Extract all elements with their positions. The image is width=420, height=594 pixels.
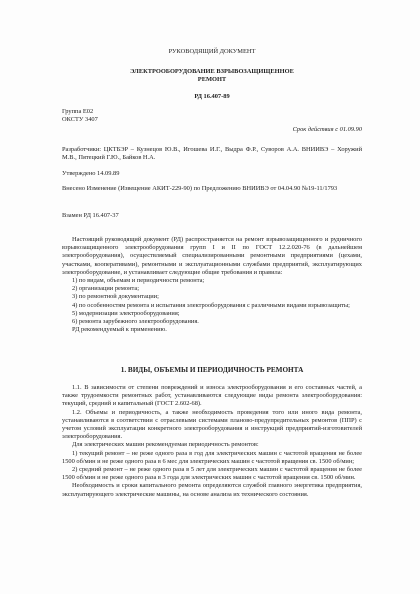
- validity-date: Срок действия с 01.09.90: [292, 126, 362, 133]
- intro-section: [62, 236, 362, 334]
- section-1-heading: 1. ВИДЫ, ОБЪЕМЫ И ПЕРИОДИЧНОСТЬ РЕМОНТА: [120, 366, 304, 374]
- machines-periodicity: Для электрических машин рекомендуемая периодичность ремонтов:: [72, 441, 259, 449]
- doc-title-line2: РЕМОНТ: [197, 76, 227, 83]
- intro-item-2: 2) организации ремонта;: [72, 285, 140, 293]
- approved-date: Утверждено 14.09.89: [62, 170, 120, 177]
- replaces-note: Взамен РД 16.407-37: [62, 212, 119, 219]
- section-1-body: [62, 384, 362, 499]
- okstu-label: ОКСТУ 3407: [62, 116, 98, 123]
- capital-repair: Необходимость и сроки капитального ремонта определяются службой главного энергетика предприятия, эксплуатирующего электрические машины, на основе анализа их технического состояния.: [62, 482, 362, 498]
- doc-title-line1: ЭЛЕКТРООБОРУДОВАНИЕ ВЗРЫВОЗАЩИЩЕННОЕ: [130, 68, 294, 75]
- intro-item-4: 4) по особенностям ремонта и испытания электрооборудования с различными видами взрывозащиты;: [72, 301, 350, 309]
- doc-code: РД 16.407-89: [194, 93, 230, 100]
- intro-item-5: 5) модернизации электрооборудования;: [72, 309, 180, 317]
- intro-item-6: 6) ремонта зарубежного электрооборудования.: [72, 318, 199, 326]
- intro-recommended: РД рекомендуемый к применению.: [72, 326, 167, 334]
- doc-type: РУКОВОДЯЩИЙ ДОКУМЕНТ: [168, 48, 256, 55]
- intro-item-1: 1) по видам, объемам и периодичности ремонта;: [72, 277, 205, 285]
- clause-1-2: 1.2. Объемы и периодичность, а также необходимость проведения того или иного вида ремонта, устанавливаются в соответствии с отраслевыми системами планово-предупредительных ремонтов (ППР) с учетом условий эксплуатации конкретного электрооборудования и инструкций предприятий-изготовителей электрооборудования.: [62, 408, 362, 441]
- current-repair: 1) текущий ремонт – не реже одного раза в год для электрических машин с частотой вращения не более 1500 об/мин и не реже одного раза в 6 мес для электрических машин с частотой вращения св. 1500 об/мин;: [62, 449, 362, 465]
- intro-paragraph: Настоящий руководящий документ (РД) распространяется на ремонт взрывозащищенного и рудничного взрывозащищенного электрооборудования групп I и II по ГОСТ 12.2.020-76 (в дальнейшем электрооборудования), осуществляемый специализированными ремонтными предприятиями (цехами, участками, кооперативами), ремонтными и эксплуатационными службами предприятий, эксплуатирующих электрооборудование, и устанавливает следующие общие требования и правила:: [62, 236, 362, 276]
- clause-1-1: 1.1. В зависимости от степени повреждений и износа электрооборудования и его составных частей, а также трудоемкости ремонтных работ, устанавливаются следующие виды ремонта электрооборудования: текущий, средний и капитальный (ГОСТ 2.602-68).: [62, 384, 362, 408]
- group-label: Группа Е02: [62, 108, 94, 115]
- developers: Разработчики: ЦКТБЭР – Кузнецов Ю.В., Игошева И.Г., Выдра Ф.Р., Суворов А.А. ВНИИВЭ – Хоружий М.В., Пятецкий Г.Ю., Байков Н.А.: [62, 146, 362, 162]
- medium-repair: 2) средний ремонт – не реже одного раза в 5 лет для электрических машин с частотой вращения не более 1500 об/мин и не реже одного раза в 3 года для электрических машин с частотой вращения св. 1500 об/мин.: [62, 466, 362, 482]
- amendment-note: Внесено Изменение (Извещение АКИТ-229-90) по Предложению ВНИИВЭ от 04.04.90 №19-11/1793: [62, 185, 338, 192]
- intro-item-3: 3) по ремонтной документации;: [72, 293, 159, 301]
